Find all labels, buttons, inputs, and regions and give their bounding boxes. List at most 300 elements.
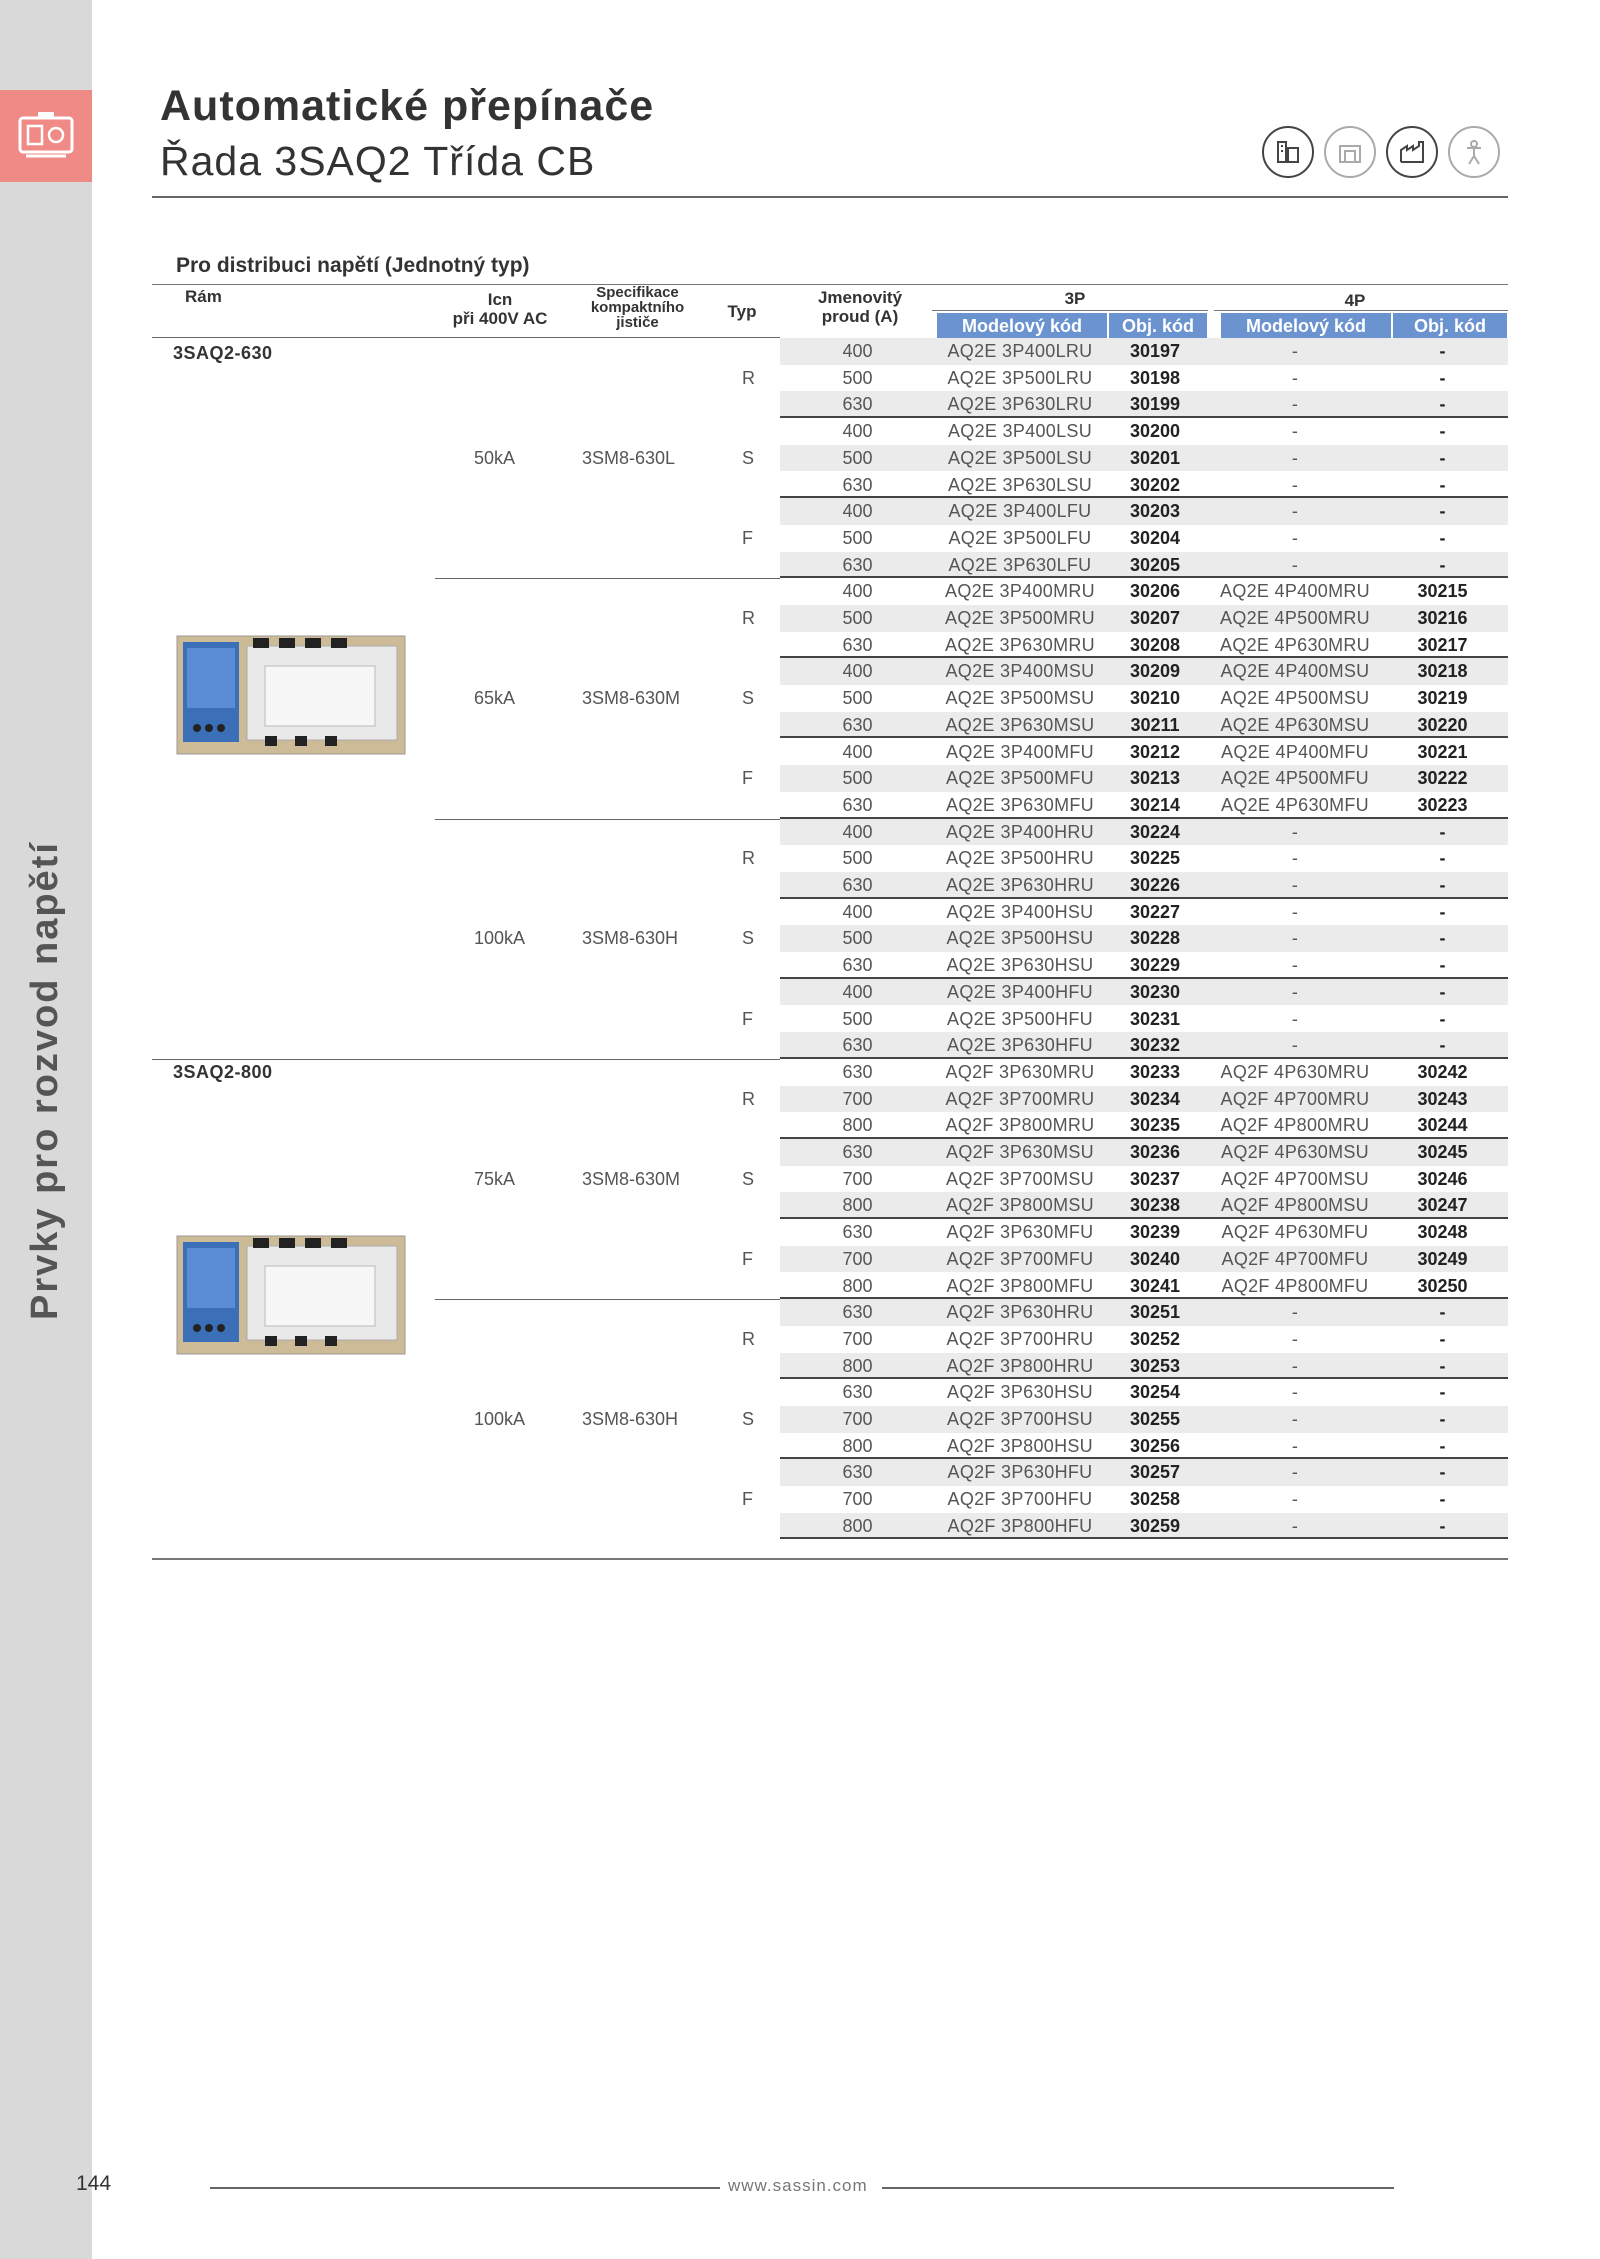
cell-current: 630 (842, 1222, 873, 1243)
table-row (780, 1379, 1508, 1406)
cell-model-3p: AQ2F 3P700HSU (947, 1409, 1093, 1429)
cell-current: 800 (842, 1515, 873, 1536)
header-current-line2: proud (A) (821, 307, 899, 326)
icn-label: 100kA (474, 1409, 526, 1429)
cell-model-3p: AQ2E 3P500MSU (945, 688, 1095, 709)
cell-order-code-3p: 30236 (1129, 1142, 1181, 1162)
cell-current: 500 (842, 367, 873, 388)
cell-current: 800 (842, 1275, 873, 1296)
cell-order-code-3p: 30210 (1129, 688, 1181, 709)
cell-current: 700 (842, 1168, 873, 1189)
cell-model-4p: - (1291, 848, 1299, 869)
cell-order-code-4p: - (1439, 447, 1446, 468)
type-label: R (742, 848, 755, 869)
cell-model-4p: - (1291, 955, 1299, 976)
cell-current: 400 (842, 741, 873, 762)
cell-order-code-4p: - (1439, 981, 1446, 1002)
cell-order-code-4p: 30247 (1417, 1195, 1468, 1216)
person-icon (1448, 126, 1500, 178)
cell-order-code-3p: 30205 (1129, 554, 1181, 575)
cell-current: 500 (842, 608, 873, 628)
cell-current: 630 (842, 1382, 873, 1403)
cell-order-code-4p: 30220 (1417, 714, 1468, 735)
cell-model-3p: AQ2E 3P400MFU (946, 741, 1094, 762)
frame-label-630: 3SAQ2-630 (173, 343, 273, 363)
category-icon-box (0, 90, 92, 182)
table-row (780, 1486, 1508, 1513)
cell-order-code-4p: - (1439, 394, 1446, 415)
cell-model-4p: AQ2F 4P630MRU (1220, 1061, 1370, 1082)
header-order-code-4p: Obj. kód (1393, 313, 1507, 340)
cell-order-code-3p: 30254 (1129, 1382, 1181, 1403)
cell-current: 400 (842, 821, 873, 842)
cell-model-4p: - (1291, 501, 1299, 522)
cell-model-3p: AQ2F 3P630HFU (947, 1462, 1093, 1483)
header-spec-line3: jističe (616, 314, 659, 331)
cell-model-3p: AQ2E 3P500HFU (947, 1008, 1093, 1029)
table-row (780, 1006, 1508, 1033)
table-row (780, 525, 1508, 552)
cell-order-code-3p: 30258 (1129, 1489, 1181, 1510)
cell-current: 400 (842, 341, 873, 361)
cell-model-4p: - (1291, 527, 1299, 548)
cell-current: 500 (842, 688, 873, 709)
table-row (780, 765, 1508, 792)
cell-order-code-3p: 30199 (1129, 394, 1181, 415)
cell-order-code-3p: 30240 (1129, 1248, 1181, 1269)
header-spec-line1: Specifikace (596, 284, 679, 301)
product-image-3saq2-800 (175, 1232, 407, 1358)
cell-order-code-4p: 30250 (1417, 1275, 1468, 1296)
table-row (780, 1032, 1508, 1059)
table-row (780, 365, 1508, 392)
type-label: S (742, 1168, 755, 1189)
cell-order-code-3p: 30224 (1129, 821, 1181, 842)
cell-model-3p: AQ2E 3P630MSU (945, 714, 1095, 735)
cell-order-code-3p: 30208 (1129, 634, 1181, 655)
cell-current: 800 (842, 1195, 873, 1216)
cell-model-4p: AQ2E 4P400MFU (1221, 741, 1369, 762)
cell-order-code-3p: 30259 (1129, 1515, 1181, 1536)
cell-model-3p: AQ2E 3P500LRU (947, 367, 1093, 388)
page-title: Automatické přepínače (160, 82, 655, 130)
table-row (780, 899, 1508, 926)
cell-model-3p: AQ2F 3P630MSU (946, 1142, 1094, 1162)
cell-order-code-3p: 30201 (1129, 447, 1181, 468)
cell-model-4p: - (1291, 421, 1299, 442)
cell-current: 400 (842, 661, 873, 682)
cell-current: 400 (842, 421, 873, 442)
table-row (780, 1406, 1508, 1433)
footer-line-left (210, 2187, 720, 2189)
footer-url: www.sassin.com (728, 2176, 868, 2195)
cell-order-code-4p: - (1439, 341, 1446, 361)
cell-current: 630 (842, 1061, 873, 1082)
table-row (780, 1459, 1508, 1486)
table-row (780, 391, 1508, 418)
cell-order-code-3p: 30238 (1129, 1195, 1181, 1216)
product-image-3saq2-630 (175, 632, 407, 758)
cell-order-code-4p: 30242 (1417, 1061, 1468, 1082)
cell-model-3p: AQ2E 3P630MFU (946, 794, 1094, 815)
table-row (780, 1166, 1508, 1193)
cell-order-code-3p: 30211 (1130, 714, 1180, 735)
cell-model-3p: AQ2E 3P500LFU (948, 527, 1092, 548)
cell-order-code-3p: 30202 (1129, 474, 1181, 495)
table-row (780, 739, 1508, 766)
cell-current: 630 (842, 554, 873, 575)
table-row (780, 472, 1508, 499)
cell-model-4p: - (1291, 875, 1299, 895)
cell-order-code-3p: 30235 (1129, 1115, 1181, 1136)
breaker-spec-label: 3SM8-630H (582, 928, 679, 949)
application-icons (1262, 126, 1500, 178)
cell-current: 400 (842, 501, 873, 522)
header-spec-line2: kompaktního (590, 299, 685, 316)
cell-model-3p: AQ2E 3P630HSU (946, 955, 1094, 976)
cell-model-3p: AQ2E 3P400LRU (947, 341, 1093, 361)
cell-model-4p: AQ2F 4P800MSU (1221, 1195, 1369, 1216)
cell-model-4p: - (1291, 1035, 1299, 1056)
cell-order-code-4p: - (1439, 1008, 1446, 1029)
type-label: R (742, 1088, 755, 1109)
table-row (780, 658, 1508, 685)
cell-model-3p: AQ2E 3P630LRU (947, 394, 1093, 415)
cell-model-4p: - (1291, 1328, 1299, 1349)
cell-current: 700 (842, 1088, 873, 1109)
cell-model-4p: AQ2E 4P400MRU (1220, 581, 1370, 602)
cell-model-3p: AQ2E 3P500HSU (946, 928, 1094, 949)
cell-current: 400 (842, 981, 873, 1002)
cell-order-code-4p: - (1439, 875, 1446, 895)
cell-order-code-4p: - (1439, 821, 1446, 842)
cell-current: 630 (842, 955, 873, 976)
cell-order-code-4p: - (1439, 1328, 1446, 1349)
factory-icon (1386, 126, 1438, 178)
cell-model-4p: - (1291, 394, 1299, 415)
section-title: Pro distribuci napětí (Jednotný typ) (176, 254, 530, 277)
table-row (780, 712, 1508, 739)
cell-order-code-4p: - (1439, 1435, 1446, 1456)
cell-order-code-3p: 30237 (1129, 1168, 1181, 1189)
cell-order-code-3p: 30213 (1129, 768, 1181, 789)
cell-order-code-3p: 30232 (1129, 1035, 1181, 1056)
cell-order-code-3p: 30214 (1129, 794, 1181, 815)
header-bottom-rule (152, 337, 780, 338)
cell-current: 630 (842, 1142, 873, 1162)
header-model-code-3p: Modelový kód (937, 313, 1107, 340)
icn-label: 65kA (474, 688, 516, 709)
cell-current: 800 (842, 1435, 873, 1456)
cell-model-3p: AQ2F 3P700HFU (947, 1489, 1093, 1510)
type-label: R (742, 367, 755, 388)
cell-order-code-4p: - (1439, 527, 1446, 548)
cell-order-code-3p: 30203 (1129, 501, 1181, 522)
cell-current: 630 (842, 1035, 873, 1056)
cell-model-4p: AQ2E 4P630MRU (1220, 634, 1370, 655)
cell-order-code-4p: 30249 (1417, 1248, 1468, 1269)
cell-current: 700 (842, 1328, 873, 1349)
cell-current: 630 (842, 634, 873, 655)
cell-order-code-3p: 30239 (1129, 1222, 1181, 1243)
type-label: R (742, 608, 755, 628)
cell-model-4p: - (1291, 554, 1299, 575)
cell-model-3p: AQ2E 3P500LSU (948, 447, 1092, 468)
cell-model-3p: AQ2F 3P700MSU (946, 1168, 1094, 1189)
cell-model-4p: - (1291, 928, 1299, 949)
cell-model-3p: AQ2E 3P400LSU (948, 421, 1092, 442)
table-row (780, 685, 1508, 712)
cell-model-4p: AQ2F 4P800MRU (1220, 1115, 1370, 1136)
cell-model-3p: AQ2F 3P700MRU (945, 1088, 1095, 1109)
cell-order-code-4p: 30244 (1417, 1115, 1468, 1136)
switch-device-icon (16, 108, 76, 164)
table-row (780, 925, 1508, 952)
cell-order-code-4p: - (1439, 421, 1446, 442)
cell-model-4p: AQ2E 4P630MFU (1221, 794, 1369, 815)
cell-order-code-4p: 30248 (1417, 1222, 1468, 1243)
cell-model-4p: - (1291, 1302, 1299, 1323)
type-label: S (742, 688, 755, 709)
cell-current: 630 (842, 474, 873, 495)
cell-order-code-4p: 30218 (1417, 661, 1468, 682)
header-4p: 4P (1344, 291, 1366, 310)
cell-order-code-3p: 30229 (1129, 955, 1181, 976)
cell-order-code-3p: 30234 (1129, 1088, 1181, 1109)
frame-label-800: 3SAQ2-800 (173, 1062, 273, 1082)
cell-order-code-4p: 30215 (1417, 581, 1468, 602)
cell-order-code-4p: 30221 (1417, 741, 1468, 762)
cell-model-4p: AQ2E 4P500MSU (1220, 688, 1370, 709)
cell-model-3p: AQ2E 3P500MFU (946, 768, 1094, 789)
table-top-rule (152, 284, 1508, 285)
cell-current: 500 (842, 447, 873, 468)
cell-model-3p: AQ2E 3P400LFU (948, 501, 1092, 522)
cell-order-code-4p: 30245 (1417, 1142, 1468, 1162)
cell-order-code-3p: 30228 (1129, 928, 1181, 949)
cell-current: 630 (842, 1462, 873, 1483)
table-row (780, 845, 1508, 872)
cell-order-code-4p: - (1439, 1462, 1446, 1483)
cell-model-3p: AQ2F 3P630MFU (946, 1222, 1094, 1243)
breaker-spec-label: 3SM8-630M (582, 1168, 681, 1189)
type-label: F (742, 1008, 753, 1029)
cell-model-4p: - (1291, 821, 1299, 842)
cell-model-3p: AQ2E 3P630LFU (948, 554, 1092, 575)
table-row (780, 445, 1508, 472)
table-bottom-rule (152, 1558, 1508, 1560)
cell-current: 400 (842, 581, 873, 602)
cell-current: 630 (842, 794, 873, 815)
cell-model-4p: - (1291, 1355, 1299, 1376)
type-label: F (742, 1489, 753, 1510)
cell-model-3p: AQ2E 3P630MRU (945, 634, 1095, 655)
table-row (780, 1139, 1508, 1166)
cell-model-4p: - (1291, 367, 1299, 388)
cell-order-code-3p: 30200 (1129, 421, 1181, 442)
cell-model-3p: AQ2F 3P800MSU (946, 1195, 1094, 1216)
table-row (780, 979, 1508, 1006)
table-row (780, 418, 1508, 445)
cell-current: 700 (842, 1489, 873, 1510)
cell-order-code-3p: 30255 (1129, 1409, 1181, 1429)
table-row (780, 632, 1508, 659)
cell-model-3p: AQ2F 3P800HSU (947, 1435, 1093, 1456)
cell-order-code-3p: 30230 (1129, 981, 1181, 1002)
cell-model-3p: AQ2E 3P630HFU (947, 1035, 1093, 1056)
header-3p-rule (932, 310, 1208, 311)
table-row (780, 1433, 1508, 1460)
cell-model-4p: - (1291, 1382, 1299, 1403)
cell-current: 700 (842, 1409, 873, 1429)
type-label: S (742, 928, 755, 949)
header-type: Typ (727, 302, 757, 321)
cell-model-4p: - (1291, 1008, 1299, 1029)
table-row (780, 1192, 1508, 1219)
cell-order-code-4p: - (1439, 1382, 1446, 1403)
cell-model-4p: - (1291, 1435, 1299, 1456)
table-row (780, 498, 1508, 525)
header-spec (575, 285, 700, 330)
cell-order-code-4p: 30222 (1417, 768, 1468, 789)
cell-order-code-3p: 30197 (1129, 341, 1181, 361)
cell-order-code-3p: 30252 (1129, 1328, 1181, 1349)
cell-model-3p: AQ2F 3P800MRU (945, 1115, 1095, 1136)
block-separator (152, 1059, 780, 1060)
cell-model-3p: AQ2E 3P500HRU (946, 848, 1094, 869)
cell-current: 630 (842, 1302, 873, 1323)
cell-order-code-3p: 30206 (1129, 581, 1181, 602)
cell-order-code-4p: - (1439, 367, 1446, 388)
header-frame: Rám (185, 287, 222, 306)
table-row (780, 1112, 1508, 1139)
cell-model-3p: AQ2F 3P800HRU (946, 1355, 1094, 1376)
table-row (780, 552, 1508, 579)
cell-order-code-4p: - (1439, 928, 1446, 949)
cell-model-4p: - (1291, 447, 1299, 468)
icn-label: 100kA (474, 928, 526, 949)
header-3p: 3P (1064, 289, 1086, 308)
icn-label: 75kA (474, 1168, 516, 1189)
cell-order-code-3p: 30253 (1129, 1355, 1181, 1376)
cell-order-code-4p: - (1439, 955, 1446, 976)
breaker-spec-label: 3SM8-630M (582, 688, 681, 709)
cell-order-code-3p: 30251 (1129, 1302, 1181, 1323)
header-current (790, 288, 930, 326)
cell-order-code-4p: 30216 (1417, 608, 1468, 628)
cell-model-4p: AQ2F 4P630MSU (1221, 1142, 1369, 1162)
cell-model-3p: AQ2F 3P700MFU (946, 1248, 1094, 1269)
type-label: F (742, 1248, 753, 1269)
header-4p-rule (1214, 310, 1508, 311)
table-row (780, 819, 1508, 846)
cell-order-code-4p: 30217 (1417, 634, 1468, 655)
table-row (780, 1273, 1508, 1300)
cell-model-4p: - (1291, 474, 1299, 495)
header-current-line1: Jmenovitý (817, 288, 903, 307)
cell-order-code-4p: 30243 (1417, 1088, 1468, 1109)
type-label: S (742, 1409, 755, 1429)
cell-model-3p: AQ2F 3P800MFU (946, 1275, 1094, 1296)
cell-model-4p: AQ2F 4P700MFU (1221, 1248, 1369, 1269)
cell-model-3p: AQ2E 3P400MSU (945, 661, 1095, 682)
cell-model-3p: AQ2E 3P630HRU (946, 875, 1094, 895)
cell-order-code-3p: 30225 (1129, 848, 1181, 869)
type-label: S (742, 447, 755, 468)
cell-model-4p: AQ2F 4P700MSU (1221, 1168, 1369, 1189)
cell-model-3p: AQ2F 3P630HSU (947, 1382, 1093, 1403)
table-row (780, 605, 1508, 632)
table-row (780, 1513, 1508, 1540)
cell-order-code-3p: 30241 (1129, 1275, 1181, 1296)
cell-current: 800 (842, 1115, 873, 1136)
cell-order-code-4p: - (1439, 1515, 1446, 1536)
cell-model-4p: - (1291, 1409, 1299, 1429)
cell-order-code-3p: 30257 (1129, 1462, 1181, 1483)
breaker-spec-label: 3SM8-630L (582, 447, 676, 468)
cell-model-4p: - (1291, 981, 1299, 1002)
cell-model-4p: AQ2F 4P800MFU (1221, 1275, 1369, 1296)
cell-current: 500 (842, 848, 873, 869)
cell-order-code-3p: 30204 (1129, 527, 1181, 548)
type-label: R (742, 1328, 755, 1349)
cell-model-4p: - (1291, 901, 1299, 922)
table-row (780, 1353, 1508, 1380)
cell-order-code-3p: 30231 (1129, 1008, 1181, 1029)
cell-current: 800 (842, 1355, 873, 1376)
cell-order-code-4p: - (1439, 474, 1446, 495)
cell-model-3p: AQ2E 3P630LSU (948, 474, 1092, 495)
cell-model-4p: AQ2E 4P630MSU (1220, 714, 1370, 735)
table-row (780, 952, 1508, 979)
block-separator (435, 819, 780, 820)
table-row (780, 1086, 1508, 1113)
cell-model-3p: AQ2F 3P800HFU (947, 1515, 1093, 1536)
cell-model-4p: AQ2E 4P500MRU (1220, 608, 1370, 628)
cell-current: 630 (842, 394, 873, 415)
cell-model-4p: - (1291, 1515, 1299, 1536)
side-category-label (24, 1260, 34, 1320)
table-row (780, 1326, 1508, 1353)
industrial-icon (1324, 126, 1376, 178)
cell-order-code-4p: - (1439, 1355, 1446, 1376)
cell-order-code-3p: 30198 (1129, 367, 1181, 388)
table-row (780, 1219, 1508, 1246)
cell-order-code-4p: - (1439, 1409, 1446, 1429)
cell-order-code-4p: - (1439, 848, 1446, 869)
header-icn-line2: při 400V AC (452, 309, 548, 328)
cell-model-3p: AQ2E 3P400HSU (946, 901, 1094, 922)
cell-current: 500 (842, 768, 873, 789)
cell-current: 630 (842, 714, 873, 735)
cell-current: 700 (842, 1248, 873, 1269)
block-separator (435, 578, 780, 579)
cell-current: 630 (842, 875, 873, 895)
table-row (780, 338, 1508, 365)
cell-order-code-3p: 30233 (1129, 1061, 1181, 1082)
cell-current: 500 (842, 527, 873, 548)
table-row (780, 1299, 1508, 1326)
header-icn (440, 290, 560, 328)
table-row (780, 1059, 1508, 1086)
cell-model-3p: AQ2F 3P630MRU (945, 1061, 1095, 1082)
cell-order-code-3p: 30207 (1129, 608, 1181, 628)
cell-order-code-4p: - (1439, 501, 1446, 522)
table-row (780, 872, 1508, 899)
type-label: F (742, 527, 753, 548)
page-number: 144 (76, 2172, 112, 2195)
cell-order-code-4p: - (1439, 901, 1446, 922)
